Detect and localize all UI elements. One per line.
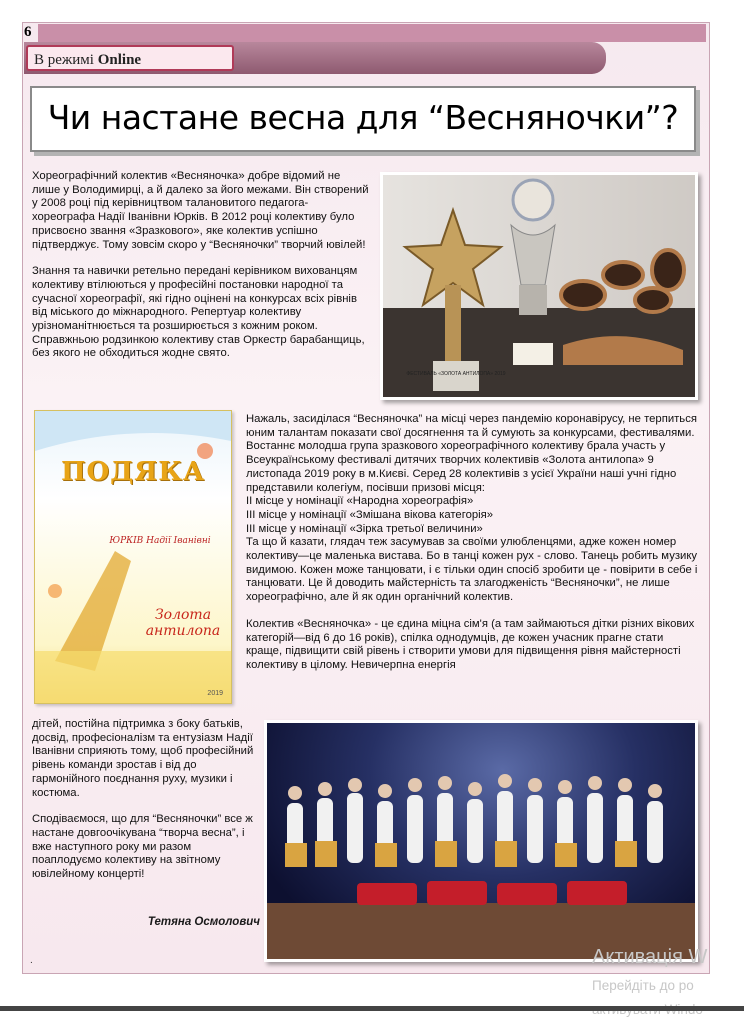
article-body bbox=[246, 413, 698, 673]
paragraph: Знання та навички ретельно передані керівником вихованцям колективу втілюються у професійні постановки народної та сучасної хореографії, які гідно оцінені на конкурсах всіх рівнів від міського до міжнародного. Репертуар колективу урізноманітнюється та розширюється з кожним роком. Справжньою родзинкою колективу став Оркестр барабанщиць, без якого не обходиться жодне свято. bbox=[32, 265, 365, 360]
windows-watermark-title: Активація W bbox=[592, 946, 708, 968]
paragraph: Сподіваємося, що для “Весняночки” все ж настане довгоочікувана “творча весна”, і вже наступного року ми разом поаплодуємо колективу на звітному ювілейному концерті! bbox=[32, 813, 253, 881]
trophy-photo bbox=[380, 172, 698, 400]
trophy-label: ФЕСТИВАЛЬ «ЗОЛОТА АНТИЛОПА» 2019 bbox=[406, 371, 506, 377]
paragraph: Хореографічний колектив «Весняночка» добре відомий не лише у Володимирці, а й далеко за його межами. Він створений у 2008 році під керівництвом талановитого педагога-хореографа Надії Іванівни Юрків. В 2012 році колективу було присвоєно звання «Зразкового», яке колектив успішно підтверджує. Тому зовсім скоро у “Весняночки” творчий ювілей! bbox=[32, 170, 369, 251]
page-number: 6 bbox=[24, 24, 32, 40]
diploma-title: ПОДЯКА bbox=[60, 457, 206, 487]
diploma-brand: Золота антилопа bbox=[145, 607, 221, 639]
section-label bbox=[26, 45, 234, 71]
article-ending bbox=[32, 718, 256, 895]
award-item: ІІІ місце у номінації «Зірка третьої величини» bbox=[246, 522, 483, 535]
paragraph: дітей, постійна підтримка з боку батьків, досвід, професіоналізм та ентузіазм Надії Іванівни сприяють тому, щоб професійний рівень команди зростав і від до гармонійного поєднання руху, музики і костюма. bbox=[32, 718, 254, 799]
top-color-bar bbox=[38, 24, 706, 42]
bottom-border bbox=[0, 1006, 744, 1011]
article-title: Чи настане весна для “Весняночки”? bbox=[47, 98, 679, 137]
section-name: Online bbox=[97, 52, 142, 68]
diploma-recipient: ЮРКІВ Надії Іванівні bbox=[109, 536, 211, 546]
trophy-illustration bbox=[383, 175, 695, 397]
article-intro bbox=[32, 170, 370, 374]
author-signature: Тетяна Осмолович bbox=[147, 916, 260, 928]
award-item: ІІ місце у номінації «Народна хореографія» bbox=[246, 495, 474, 508]
diploma-year: 2019 bbox=[207, 690, 223, 697]
award-item: ІІІ місце у номінації «Змішана вікова категорія» bbox=[246, 508, 494, 521]
title-box bbox=[30, 86, 696, 152]
paragraph: Колектив «Весняночка» - це єдина міцна сім'я (а там займаються дітки різних вікових категорій—від 6 до 16 років), спілка однодумців, де кожен учасник прагне стати краще, підвищити свій рівень і створити умови для підвищення рівня майстерності колективу в цілому. Невичерпна енергія bbox=[246, 617, 695, 671]
section-prefix: В режимі bbox=[34, 52, 94, 68]
diploma-image bbox=[34, 410, 232, 704]
page-dot: . bbox=[30, 955, 33, 966]
windows-watermark-line: Перейдіть до ро bbox=[592, 978, 694, 993]
dance-group-photo bbox=[264, 720, 698, 962]
paragraph: Нажаль, засиділася “Весняночка” на місці через пандемію коронавірусу, не терпиться юним талантам показати свої досягнення та й сумують за конкурсами, фестивалями. Востаннє молодша група зразкового хореографічного колективу брала участь у Всеукраїнському фестивалі дитячих творчих колективів «Золота антилопа» 9 листопада 2019 року в м.Києві. Серед 28 колективів з усієї України наші учні гідно представили колегіум, посівши призові місця: bbox=[246, 413, 697, 494]
paragraph: Та що й казати, глядач теж засумував за своїми улюбленцями, адже кожен номер колективу—це маленька вистава. Бо в танці кожен рух - слово. Танець робить музику видимою. Кожен може танцювати, і є тільки один спосіб зробити це - повірити в себе і танцювати. Це й доводить майстерність та злагодженість “Весняночки”, не лише хореографічно, але й як один органічний колектив. bbox=[246, 536, 698, 604]
